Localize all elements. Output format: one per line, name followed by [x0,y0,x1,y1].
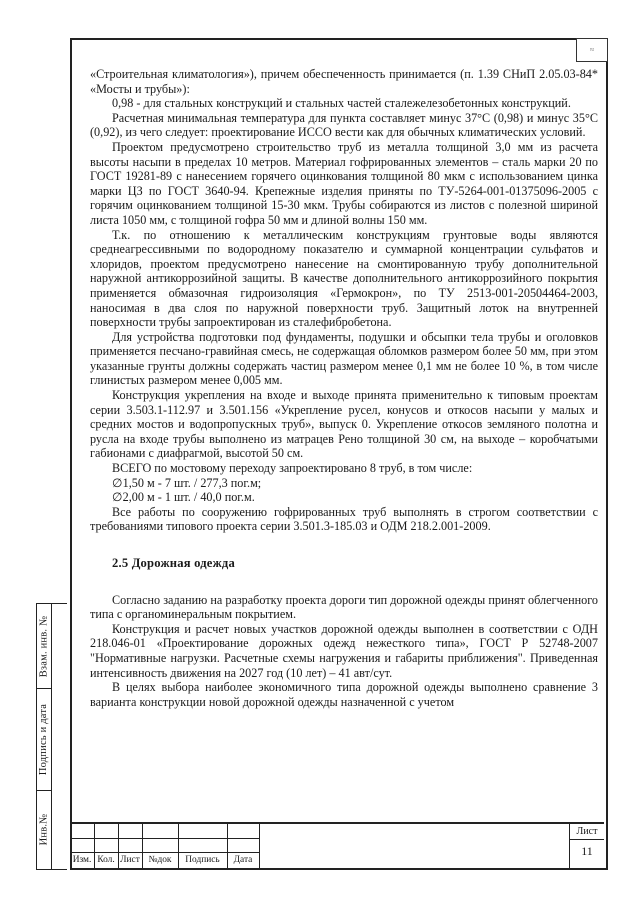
side-label-signature [37,688,51,790]
sheet-number: 11 [581,844,593,858]
corner-mark: ≈ [576,38,608,62]
section-title: 2.5 Дорожная одежда [112,556,235,570]
sheet-label: Лист [570,826,604,840]
col-label-sheet: Лист [120,855,140,865]
side-stamp [36,603,67,870]
side-label-replacement [37,604,51,688]
paragraph: Конструкция и расчет новых участков дорожной одежды выполнен в соответствии с ОДН 218.046-01 «Проектирование дорожных одежд нежесткого типа», ГОСТ Р 52748-2007 "Нормативные нагрузки. Расчетные схемы нагружения и габариты приближения". Приведенная интенсивность движения на 2027 год (10 лет) – 41 авт/сут. [90,621,598,680]
paragraph: ВСЕГО по мостовому переходу запроектировано 8 труб, в том числе: [112,461,473,476]
paragraph: «Строительная климатология»), причем обеспеченность принимается (п. 1.39 СНиП 2.05.03-84* «Мосты и трубы»): [90,67,598,96]
paragraph: Конструкция укрепления на входе и выходе принята применительно к типовым проектам серии 3.503.1-112.97 и 3.501.156 «Укрепление русел, конусов и откосов насыпи у малых и средних мостов и водопропускных труб», выпуск 0. Укрепление откосов земляного полотна и русла на входе трубы выполнено из матрацев Рено толщиной 30 см, на выходе – коробчатыми габионами с диафрагмой, высотой 50 см. [90,388,598,461]
inventory-original-label: Инв.№ [38,813,50,846]
paragraph: Т.к. по отношению к металлическим конструкциям грунтовые воды являются среднеагрессивными по водородному показателю и суммарной концентрации сульфатов и хлоридов, проектом предусмотрено нанесение на смонтированную трубу дополнительной наружной антикоррозийной защиты. В качестве дополнительного антикоррозийного покрытия применяется обмазочная гидроизоляция «Гермокрон», по ТУ 2513-001-20504464-2003, наносимая в два слоя по наружной поверхности труб. Защитный лоток на внутренней поверхности трубы запроектирован из сталефибробетона. [90,227,598,330]
document-body [90,67,598,709]
col-label-signature: Подпись [185,855,220,865]
paragraph: ∅2,00 м - 1 шт. / 40,0 пог.м. [112,490,255,505]
col-label-date: Дата [233,855,253,865]
inventory-replacement-label: Взам. инв. № [38,615,50,677]
paragraph: Для устройства подготовки под фундаменты, подушки и обсыпки тела трубы и оголовков применяется песчано-гравийная смесь, не содержащая обломков размером более 50 мм, при этом указанные грунты должны содержать частиц размером менее 0,1 мм не более 10 %, в том числе глинистых размером менее 0,005 мм. [90,329,598,388]
paragraph: Все работы по сооружению гофрированных труб выполнять в строгом соответствии с требованиями типового проекта серии 3.501.3-185.03 и ОДМ 218.2.001-2009. [90,504,598,534]
paragraph: Согласно заданию на разработку проекта дороги тип дорожной одежды принят облегченного типа с органоминеральным покрытием. [90,592,598,622]
sheet-box [569,824,604,868]
col-label-doc: №док [148,855,172,865]
paragraph: ∅1,50 м - 7 шт. / 277,3 пог.м; [112,475,262,490]
paragraph: В целях выбора наиболее экономичного типа дорожной одежды выполнено сравнение 3 варианта конструкции новой дорожной одежды назначенной с учетом [90,680,598,709]
revision-grid [70,824,260,868]
side-stamp-divider [51,604,52,869]
signature-date-label: Подпись и дата [38,703,50,775]
side-label-original [37,790,51,869]
title-block [70,822,604,868]
col-label-change: Изм. [72,855,92,865]
paragraph: Расчетная минимальная температура для пункта составляет минус 37°С (0,98) и минус 35°С (0,92), из чего следует: проектирование ИССО вести как для обычных климатических условий. [90,110,598,140]
paragraph: 0,98 - для стальных конструкций и стальных частей сталежелезобетонных конструкций. [112,96,571,111]
col-label-qty: Кол. [97,855,115,865]
paragraph: Проектом предусмотрено строительство труб из металла толщиной 3,0 мм из расчета высоты насыпи в пределах 10 метров. Материал гофрированных элементов – сталь марки 20 по ГОСТ 19281-89 с нанесением горячего оцинкования толщиной 80 мкм с использованием цинка марки ЦЗ по ГОСТ 3640-94. Крепежные изделия приняты по ТУ-5264-001-01375096-2005 с горячим оцинкованием толщиной 15-30 мкм. Трубы собираются из листов с полезной шириной листа 1050 мм, с толщиной гофра 50 мм и длиной волны 150 мм. [90,139,598,227]
